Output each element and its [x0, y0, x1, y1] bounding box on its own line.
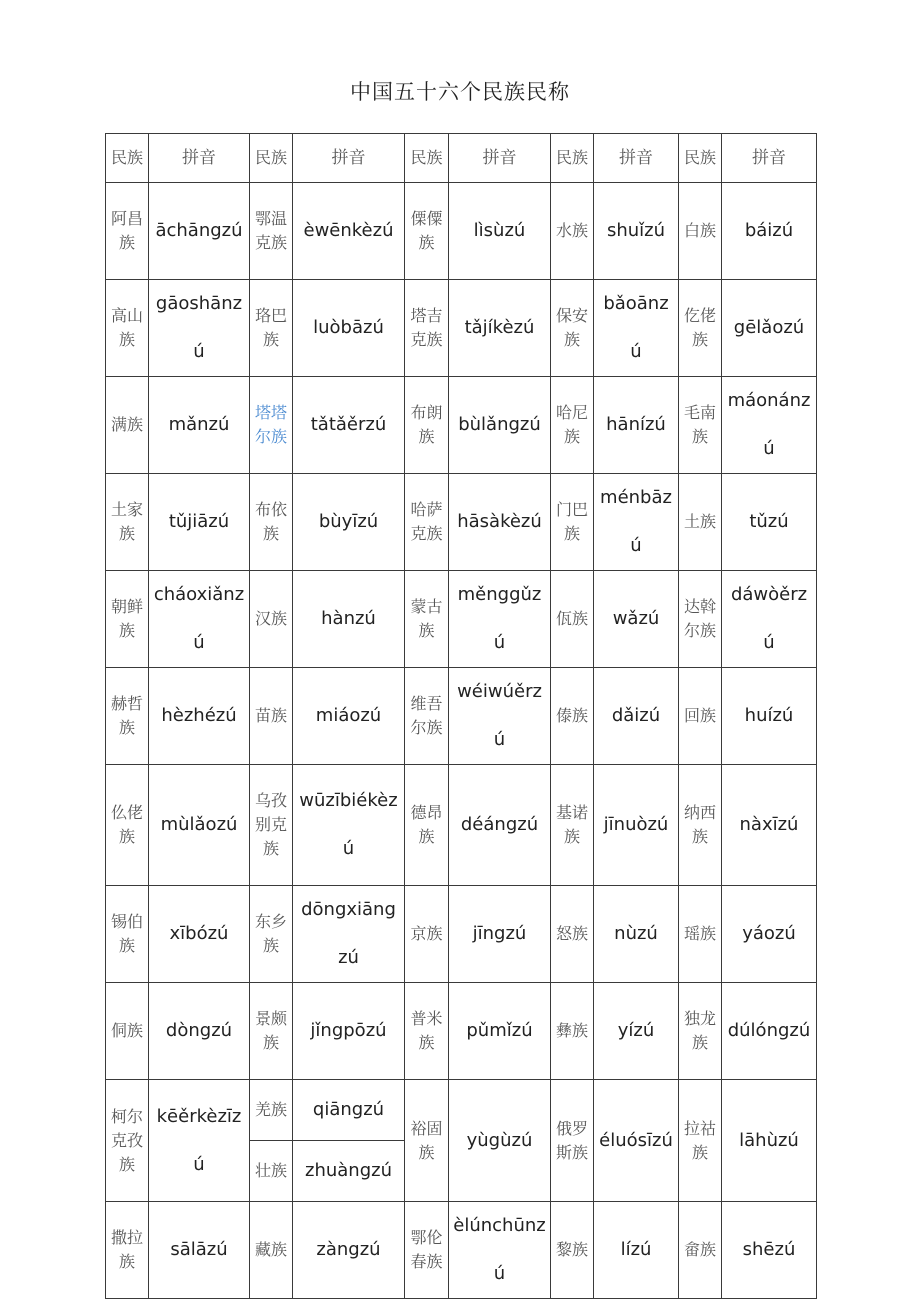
pinyin-cell: dōngxiāngzú [293, 886, 405, 983]
ethnic-group-cell: 纳西族 [679, 765, 722, 886]
table-row [106, 280, 817, 377]
ethnic-group-cell: 独龙族 [679, 983, 722, 1080]
pinyin-cell: pǔmǐzú [449, 983, 551, 1080]
header-ethnic-group: 民族 [250, 134, 293, 183]
pinyin-cell: huízú [722, 668, 817, 765]
ethnic-group-cell: 汉族 [250, 571, 293, 668]
ethnic-group-cell: 黎族 [551, 1202, 594, 1299]
ethnic-group-cell: 土家族 [106, 474, 149, 571]
pinyin-cell: miáozú [293, 668, 405, 765]
ethnic-group-cell: 布朗族 [405, 377, 449, 474]
pinyin-cell: nàxīzú [722, 765, 817, 886]
ethnic-group-cell: 畲族 [679, 1202, 722, 1299]
pinyin-cell: cháoxiǎnzú [149, 571, 250, 668]
ethnic-group-cell: 达斡尔族 [679, 571, 722, 668]
ethnic-group-cell: 傣族 [551, 668, 594, 765]
ethnic-group-cell: 羌族 [250, 1080, 293, 1141]
pinyin-cell: sālāzú [149, 1202, 250, 1299]
pinyin-cell: máonánzú [722, 377, 817, 474]
ethnic-group-cell: 毛南族 [679, 377, 722, 474]
pinyin-cell: zhuàngzú [293, 1141, 405, 1202]
pinyin-cell: bùlǎngzú [449, 377, 551, 474]
pinyin-cell: lāhùzú [722, 1080, 817, 1202]
pinyin-cell: èlúnchūnzú [449, 1202, 551, 1299]
ethnic-group-cell: 满族 [106, 377, 149, 474]
page-title: 中国五十六个民族民称 [350, 80, 570, 104]
pinyin-cell: éluósīzú [594, 1080, 679, 1202]
ethnic-group-cell: 阿昌族 [106, 183, 149, 280]
table-row [106, 183, 817, 280]
ethnic-group-cell: 哈尼族 [551, 377, 594, 474]
pinyin-cell: dúlóngzú [722, 983, 817, 1080]
table-row [106, 474, 817, 571]
ethnic-group-link-tatar[interactable]: 塔塔尔族 [250, 377, 293, 474]
pinyin-cell: lízú [594, 1202, 679, 1299]
pinyin-cell: nùzú [594, 886, 679, 983]
pinyin-cell: kēěrkèzīzú [149, 1080, 250, 1202]
ethnic-group-cell: 鄂伦春族 [405, 1202, 449, 1299]
pinyin-cell: qiāngzú [293, 1080, 405, 1141]
header-ethnic-group: 民族 [405, 134, 449, 183]
pinyin-cell: ménbāzú [594, 474, 679, 571]
ethnic-group-cell: 赫哲族 [106, 668, 149, 765]
pinyin-cell: gāoshānzú [149, 280, 250, 377]
pinyin-cell: hèzhézú [149, 668, 250, 765]
ethnic-group-cell: 东乡族 [250, 886, 293, 983]
pinyin-cell: tǎtǎěrzú [293, 377, 405, 474]
ethnic-group-cell: 俄罗斯族 [551, 1080, 594, 1202]
table-row [106, 571, 817, 668]
pinyin-cell: shēzú [722, 1202, 817, 1299]
ethnic-group-cell: 裕固族 [405, 1080, 449, 1202]
ethnic-group-cell: 白族 [679, 183, 722, 280]
pinyin-cell: dǎizú [594, 668, 679, 765]
ethnic-group-cell: 藏族 [250, 1202, 293, 1299]
table-row [106, 983, 817, 1080]
pinyin-cell: tǎjíkèzú [449, 280, 551, 377]
pinyin-cell: wéiwúěrzú [449, 668, 551, 765]
ethnic-group-cell: 怒族 [551, 886, 594, 983]
ethnic-group-cell: 回族 [679, 668, 722, 765]
pinyin-cell: měnggǔzú [449, 571, 551, 668]
pinyin-cell: jīnuòzú [594, 765, 679, 886]
table-row [106, 1080, 817, 1141]
ethnic-group-cell: 塔吉克族 [405, 280, 449, 377]
ethnic-group-cell: 瑶族 [679, 886, 722, 983]
pinyin-cell: yáozú [722, 886, 817, 983]
ethnic-group-cell: 彝族 [551, 983, 594, 1080]
ethnic-group-cell: 普米族 [405, 983, 449, 1080]
ethnic-group-cell: 基诺族 [551, 765, 594, 886]
pinyin-cell: déángzú [449, 765, 551, 886]
header-ethnic-group: 民族 [551, 134, 594, 183]
ethnic-group-cell: 土族 [679, 474, 722, 571]
ethnic-group-cell: 水族 [551, 183, 594, 280]
pinyin-cell: dáwòěrzú [722, 571, 817, 668]
ethnic-group-cell: 拉祜族 [679, 1080, 722, 1202]
pinyin-cell: āchāngzú [149, 183, 250, 280]
header-pinyin: 拼音 [594, 134, 679, 183]
pinyin-cell: luòbāzú [293, 280, 405, 377]
ethnic-group-cell: 鄂温克族 [250, 183, 293, 280]
ethnic-group-cell: 珞巴族 [250, 280, 293, 377]
ethnic-groups-table [105, 133, 817, 1299]
ethnic-group-cell: 侗族 [106, 983, 149, 1080]
ethnic-group-cell: 乌孜别克族 [250, 765, 293, 886]
ethnic-group-cell: 朝鲜族 [106, 571, 149, 668]
pinyin-cell: mùlǎozú [149, 765, 250, 886]
ethnic-group-cell: 高山族 [106, 280, 149, 377]
table-row [106, 765, 817, 886]
ethnic-group-cell: 仫佬族 [106, 765, 149, 886]
pinyin-cell: dòngzú [149, 983, 250, 1080]
ethnic-group-cell: 哈萨克族 [405, 474, 449, 571]
ethnic-group-cell: 柯尔克孜族 [106, 1080, 149, 1202]
ethnic-group-cell: 锡伯族 [106, 886, 149, 983]
header-row [106, 134, 817, 183]
pinyin-cell: èwēnkèzú [293, 183, 405, 280]
ethnic-group-cell: 德昂族 [405, 765, 449, 886]
pinyin-cell: wūzībiékèzú [293, 765, 405, 886]
ethnic-group-cell: 傈僳族 [405, 183, 449, 280]
pinyin-cell: bùyīzú [293, 474, 405, 571]
ethnic-group-cell: 保安族 [551, 280, 594, 377]
pinyin-cell: bǎoānzú [594, 280, 679, 377]
ethnic-group-cell: 京族 [405, 886, 449, 983]
ethnic-group-cell: 门巴族 [551, 474, 594, 571]
header-pinyin: 拼音 [722, 134, 817, 183]
pinyin-cell: yízú [594, 983, 679, 1080]
pinyin-cell: gēlǎozú [722, 280, 817, 377]
ethnic-group-cell: 佤族 [551, 571, 594, 668]
header-pinyin: 拼音 [449, 134, 551, 183]
ethnic-group-cell: 布依族 [250, 474, 293, 571]
pinyin-cell: hànzú [293, 571, 405, 668]
ethnic-group-cell: 蒙古族 [405, 571, 449, 668]
ethnic-group-cell: 撒拉族 [106, 1202, 149, 1299]
pinyin-cell: tǔjiāzú [149, 474, 250, 571]
header-ethnic-group: 民族 [106, 134, 149, 183]
table-row [106, 1202, 817, 1299]
pinyin-cell: xībózú [149, 886, 250, 983]
ethnic-group-cell: 仡佬族 [679, 280, 722, 377]
table-row [106, 668, 817, 765]
ethnic-group-cell: 维吾尔族 [405, 668, 449, 765]
ethnic-group-cell: 苗族 [250, 668, 293, 765]
pinyin-cell: zàngzú [293, 1202, 405, 1299]
ethnic-group-cell: 壮族 [250, 1141, 293, 1202]
pinyin-cell: mǎnzú [149, 377, 250, 474]
header-pinyin: 拼音 [149, 134, 250, 183]
pinyin-cell: jīngzú [449, 886, 551, 983]
header-ethnic-group: 民族 [679, 134, 722, 183]
pinyin-cell: yùgùzú [449, 1080, 551, 1202]
pinyin-cell: hāsàkèzú [449, 474, 551, 571]
pinyin-cell: báizú [722, 183, 817, 280]
ethnic-group-cell: 景颇族 [250, 983, 293, 1080]
header-pinyin: 拼音 [293, 134, 405, 183]
pinyin-cell: jǐngpōzú [293, 983, 405, 1080]
table-row [106, 886, 817, 983]
table-row [106, 377, 817, 474]
pinyin-cell: tǔzú [722, 474, 817, 571]
pinyin-cell: lìsùzú [449, 183, 551, 280]
pinyin-cell: shuǐzú [594, 183, 679, 280]
pinyin-cell: wǎzú [594, 571, 679, 668]
pinyin-cell: hānízú [594, 377, 679, 474]
